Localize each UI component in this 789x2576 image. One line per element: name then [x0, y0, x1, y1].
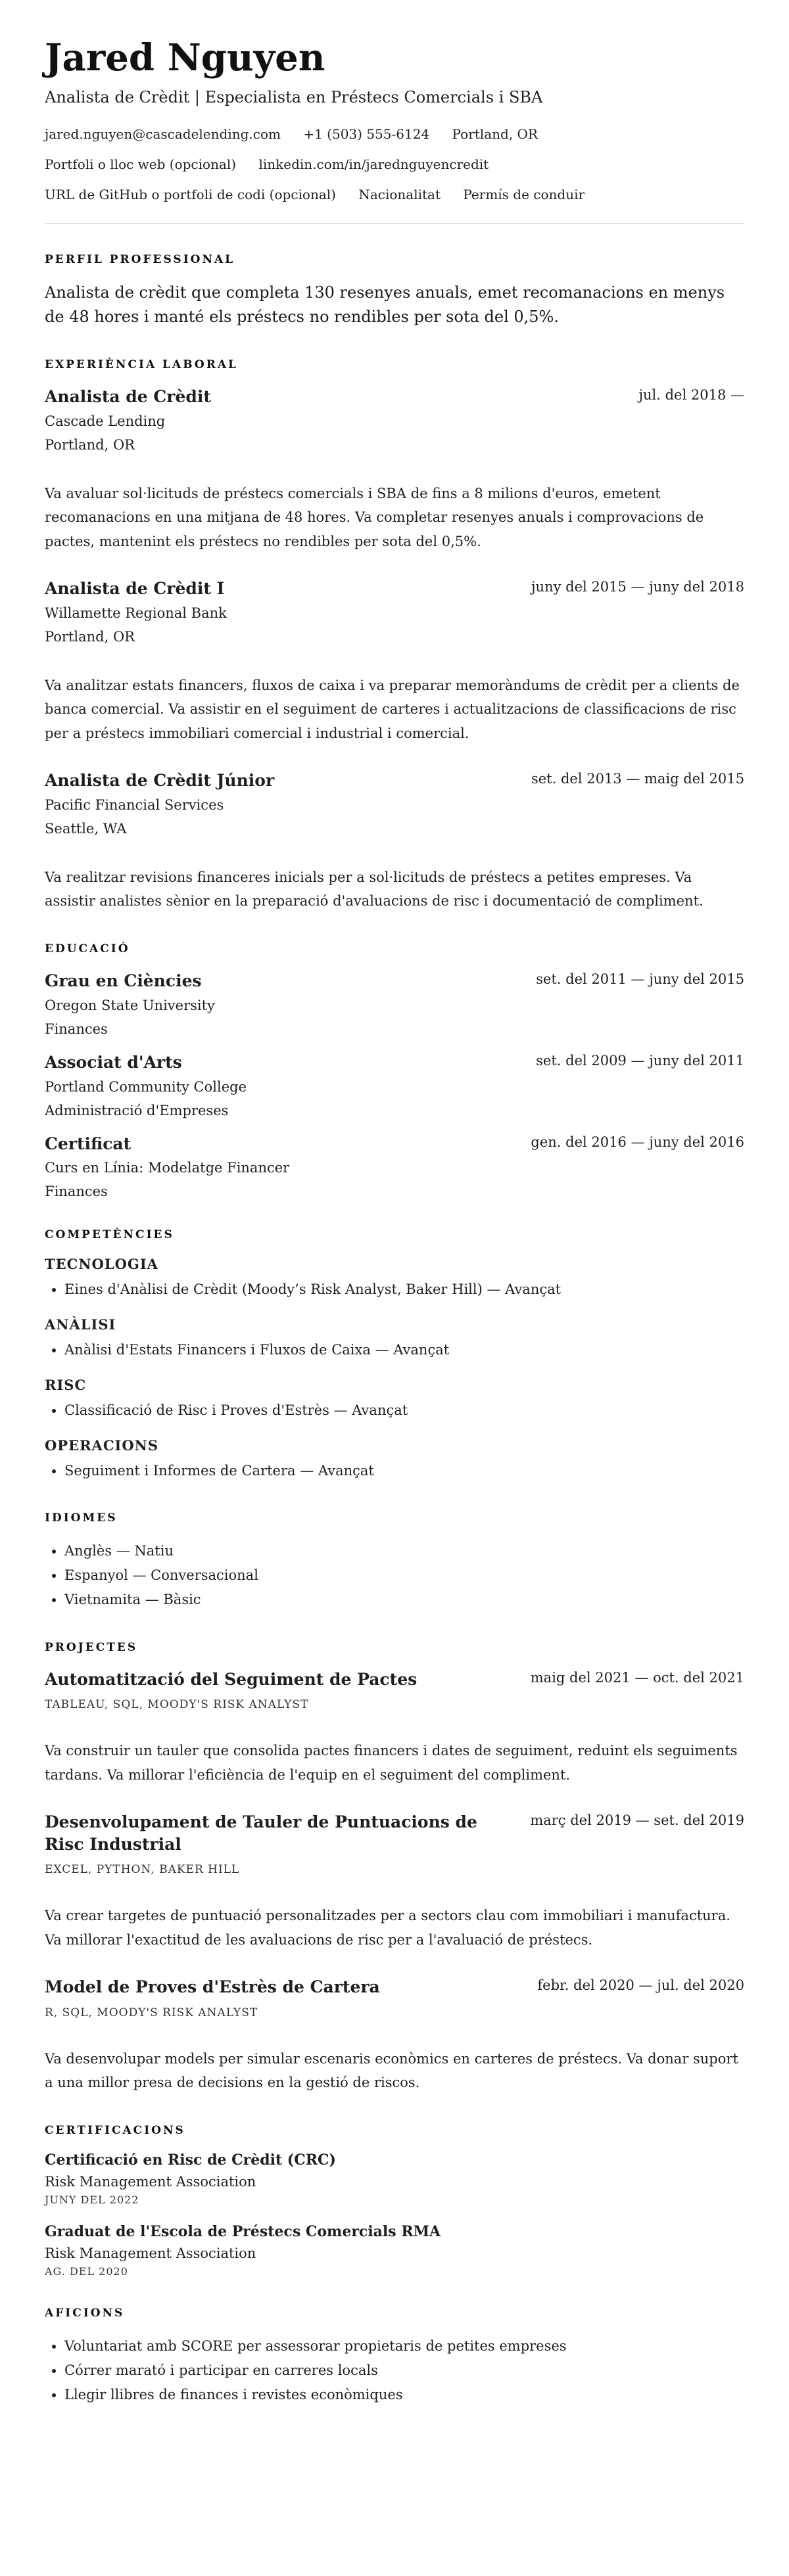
project-entry	[45, 1668, 744, 1787]
skill-group-name: RISC	[45, 1376, 87, 1393]
contact-portfolio[interactable]: Portfoli o lloc web (opcional)	[45, 156, 237, 172]
education-entry	[45, 970, 744, 1037]
job-company: Pacific Financial Services	[45, 796, 224, 813]
education-school: Curs en Línia: Modelatge Financer	[45, 1160, 290, 1176]
certifications-title: CERTIFICACIONS	[45, 2124, 185, 2138]
hobby-item: • Llegir llibres de finances i revistes econòmiques	[64, 2383, 744, 2407]
education-field: Finances	[45, 1184, 108, 1200]
projects-title: PROJECTES	[45, 1640, 138, 1654]
hobbies-list	[45, 2334, 744, 2406]
education-field: Finances	[45, 1021, 108, 1037]
candidate-headline: Analista de Crèdit | Especialista en Préstecs Comercials i SBA	[45, 87, 543, 106]
certifications-section	[45, 2124, 744, 2278]
language-item: • Vietnamita — Bàsic	[64, 1588, 744, 1612]
education-date: set. del 2011 — juny del 2015	[536, 971, 744, 988]
languages-list	[45, 1539, 744, 1611]
hobby-item: • Voluntariat amb SCORE per assessorar propietaris de petites empreses	[64, 2334, 744, 2358]
project-description: Va desenvolupar models per simular escenaris econòmics en carteres de préstecs. Va donar suport a una millor presa de decisions en la gestió de riscos.	[45, 2050, 738, 2091]
contact-license: Permís de conduir	[463, 186, 585, 202]
project-date: maig del 2021 — oct. del 2021	[530, 1669, 744, 1686]
job-role: Analista de Crèdit Júnior	[45, 770, 275, 790]
certification-entry	[45, 2223, 744, 2278]
project-name: Automatització del Seguiment de Pactes	[45, 1669, 418, 1689]
skills-section	[45, 1228, 744, 1483]
profile-summary: Analista de crèdit que completa 130 resenyes anuals, emet recomanacions en menys de 48 hores i manté els préstecs no rendibles per sota del 0,5%.	[45, 283, 725, 326]
contact-email[interactable]: jared.nguyen@cascadelending.com	[45, 126, 281, 142]
job-location: Portland, OR	[45, 628, 135, 645]
project-date: febr. del 2020 — jul. del 2020	[537, 1977, 744, 1993]
education-degree: Associat d'Arts	[45, 1052, 182, 1072]
candidate-name: Jared Nguyen	[45, 36, 325, 80]
hobby-item: • Córrer marató i participar en carreres locals	[64, 2358, 744, 2383]
certification-entry	[45, 2151, 744, 2206]
education-section	[45, 942, 744, 1199]
project-date: març del 2019 — set. del 2019	[530, 1812, 744, 1828]
job-date: set. del 2013 — maig del 2015	[531, 770, 744, 787]
project-tags: R, SQL, MOODY'S RISK ANALYST	[45, 2006, 258, 2019]
education-school: Oregon State University	[45, 997, 215, 1013]
job-role: Analista de Crèdit I	[45, 578, 225, 598]
language-item: • Espanyol — Conversacional	[64, 1563, 744, 1588]
contact-phone[interactable]: +1 (503) 555-6124	[303, 126, 430, 142]
skill-group-name: ANÀLISI	[45, 1316, 116, 1333]
languages-section	[45, 1511, 744, 1611]
project-entry	[45, 1811, 744, 1952]
projects-section	[45, 1641, 744, 2096]
certification-date: JUNY DEL 2022	[45, 2194, 139, 2207]
education-entry	[45, 1133, 744, 1200]
header-divider	[45, 223, 744, 224]
certification-name: Graduat de l'Escola de Préstecs Comercials RMA	[45, 2223, 441, 2241]
skill-item: • Anàlisi d'Estats Financers i Fluxos de Caixa — Avançat	[64, 1338, 744, 1362]
contact-github[interactable]: URL de GitHub o portfoli de codi (opcional)	[45, 186, 336, 202]
experience-entry	[45, 578, 744, 746]
hobbies-section	[45, 2307, 744, 2406]
job-description: Va avaluar sol·licituds de préstecs comercials i SBA de fins a 8 milions d'euros, emetent recomanacions en una mitjana de 48 hores. Va completar resenyes anuals i comprovacions de pactes, mantenint els préstecs no rendibles per sota del 0,5%.	[45, 485, 704, 550]
project-name: Model de Proves d'Estrès de Cartera	[45, 1977, 380, 1996]
education-school: Portland Community College	[45, 1078, 247, 1095]
languages-title: IDIOMES	[45, 1511, 118, 1525]
job-company: Cascade Lending	[45, 413, 166, 429]
certification-name: Certificació en Risc de Crèdit (CRC)	[45, 2151, 336, 2169]
skill-item: • Eines d'Anàlisi de Crèdit (Moody’s Risk Analyst, Baker Hill) — Avançat	[64, 1277, 744, 1302]
education-degree: Grau en Ciències	[45, 971, 202, 991]
skill-item: • Classificació de Risc i Proves d'Estrès — Avançat	[64, 1398, 744, 1423]
skill-group-name: OPERACIONS	[45, 1437, 159, 1454]
profile-section	[45, 253, 744, 329]
job-role: Analista de Crèdit	[45, 386, 211, 406]
job-location: Seattle, WA	[45, 820, 127, 837]
job-location: Portland, OR	[45, 436, 135, 453]
skill-group	[45, 1437, 744, 1483]
education-degree: Certificat	[45, 1134, 132, 1153]
skill-group-name: TECNOLOGIA	[45, 1256, 158, 1273]
language-item: • Anglès — Natiu	[64, 1539, 744, 1563]
contact-row-links	[45, 155, 744, 173]
resume-header	[45, 38, 744, 204]
project-name: Desenvolupament de Tauler de Puntuacions de Risc Industrial	[45, 1812, 477, 1854]
job-date: juny del 2015 — juny del 2018	[531, 578, 744, 595]
experience-entry	[45, 770, 744, 913]
contact-linkedin[interactable]: linkedin.com/in/jarednguyencredit	[258, 156, 489, 172]
contact-location: Portland, OR	[452, 126, 538, 142]
project-tags: EXCEL, PYTHON, BAKER HILL	[45, 1863, 240, 1877]
contact-nationality: Nacionalitat	[358, 186, 441, 202]
certification-date: AG. DEL 2020	[45, 2265, 128, 2278]
job-description: Va realitzar revisions financeres inicials per a sol·licituds de préstecs a petites empreses. Va assistir analistes sènior en la preparació d'avaluacions de risc i documentació de compliment.	[45, 869, 704, 909]
certification-org: Risk Management Association	[45, 2174, 256, 2190]
certification-org: Risk Management Association	[45, 2245, 256, 2262]
profile-title: PERFIL PROFESSIONAL	[45, 252, 235, 266]
job-description: Va analitzar estats financers, fluxos de caixa i va preparar memoràndums de crèdit per a clients de banca comercial. Va assistir en el seguiment de carteres i actualitzacions de classificacions de risc per a préstecs immobiliari comercial i industrial i comercial.	[45, 677, 740, 742]
education-date: gen. del 2016 — juny del 2016	[531, 1134, 744, 1150]
skill-item: • Seguiment i Informes de Cartera — Avançat	[64, 1459, 744, 1483]
experience-section	[45, 358, 744, 913]
hobbies-title: AFICIONS	[45, 2307, 125, 2320]
education-field: Administració d'Empreses	[45, 1102, 229, 1118]
education-entry	[45, 1051, 744, 1118]
contact-row-primary	[45, 125, 744, 143]
skills-title: COMPETÈNCIES	[45, 1228, 174, 1242]
job-company: Willamette Regional Bank	[45, 605, 227, 621]
project-entry	[45, 1976, 744, 2095]
project-tags: TABLEAU, SQL, MOODY'S RISK ANALYST	[45, 1698, 309, 1712]
project-description: Va crear targetes de puntuació personalitzades per a sectors clau com immobiliari i manufactura. Va millorar l'exactitud de les avaluacions de risc per a l'avaluació de préstecs.	[45, 1908, 730, 1948]
education-title: EDUCACIÓ	[45, 942, 130, 956]
project-description: Va construir un tauler que consolida pactes financers i dates de seguiment, reduint els seguiments tardans. Va millorar l'eficiència de l'equip en el seguiment del compliment.	[45, 1743, 738, 1783]
job-date: jul. del 2018 —	[638, 386, 744, 403]
skill-group	[45, 1377, 744, 1423]
experience-title: EXPERIÈNCIA LABORAL	[45, 357, 238, 371]
experience-entry	[45, 386, 744, 554]
education-date: set. del 2009 — juny del 2011	[536, 1052, 744, 1069]
skill-group	[45, 1256, 744, 1302]
contact-row-extra	[45, 185, 744, 204]
skill-group	[45, 1316, 744, 1362]
